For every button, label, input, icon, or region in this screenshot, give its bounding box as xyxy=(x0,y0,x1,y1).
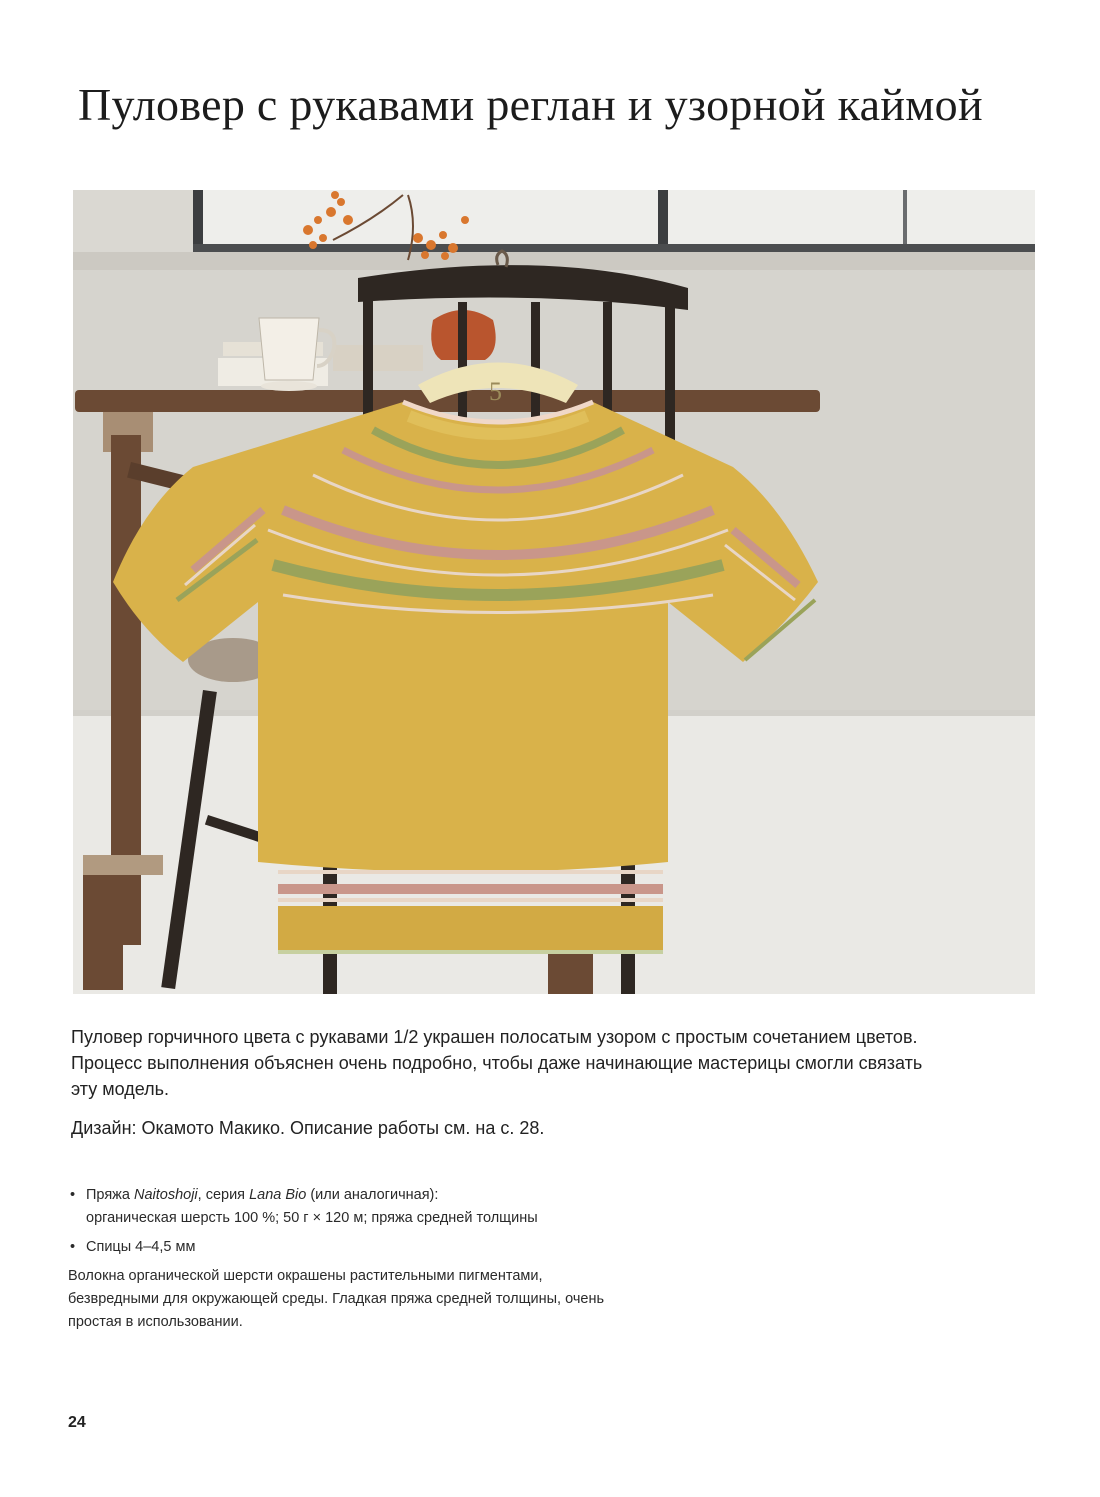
yarn-series: Lana Bio xyxy=(249,1187,307,1203)
needles-text: Спицы 4–4,5 мм xyxy=(86,1239,196,1255)
product-photo xyxy=(73,190,1035,994)
description-text: Пуловер горчичного цвета с рукавами 1/2 украшен полосатым узором с простым сочетанием цветов. Процесс выполнения объяснен очень подробно, чтобы даже начинающие мастерицы смогли связать эту модель. xyxy=(71,1027,923,1099)
bullet-glyph: • xyxy=(70,1187,76,1203)
needles-item xyxy=(68,1236,688,1259)
yarn-mid: , серия xyxy=(197,1187,250,1203)
page-title: Пуловер с рукавами реглан и узорной каймой xyxy=(78,79,983,130)
yarn-prefix: Пряжа xyxy=(86,1187,134,1203)
yarn-note: Волокна органической шерсти окрашены растительными пигментами, безвредными для окружающей среды. Гладкая пряжа средней толщины, очень простая в использовании. xyxy=(68,1268,605,1330)
design-credit: Дизайн: Окамото Макико. Описание работы см. на с. 28. xyxy=(71,1118,545,1138)
page-number: 24 xyxy=(68,1414,86,1431)
yarn-item xyxy=(68,1184,688,1230)
materials-list xyxy=(68,1184,688,1334)
bullet-glyph: • xyxy=(70,1239,76,1255)
hanger-number: 5 xyxy=(489,377,502,406)
yarn-details: органическая шерсть 100 %; 50 г × 120 м; пряжа средней толщины xyxy=(86,1210,538,1226)
yarn-brand: Naitoshoji xyxy=(133,1187,198,1203)
yarn-suffix: (или аналогичная): xyxy=(306,1187,439,1203)
